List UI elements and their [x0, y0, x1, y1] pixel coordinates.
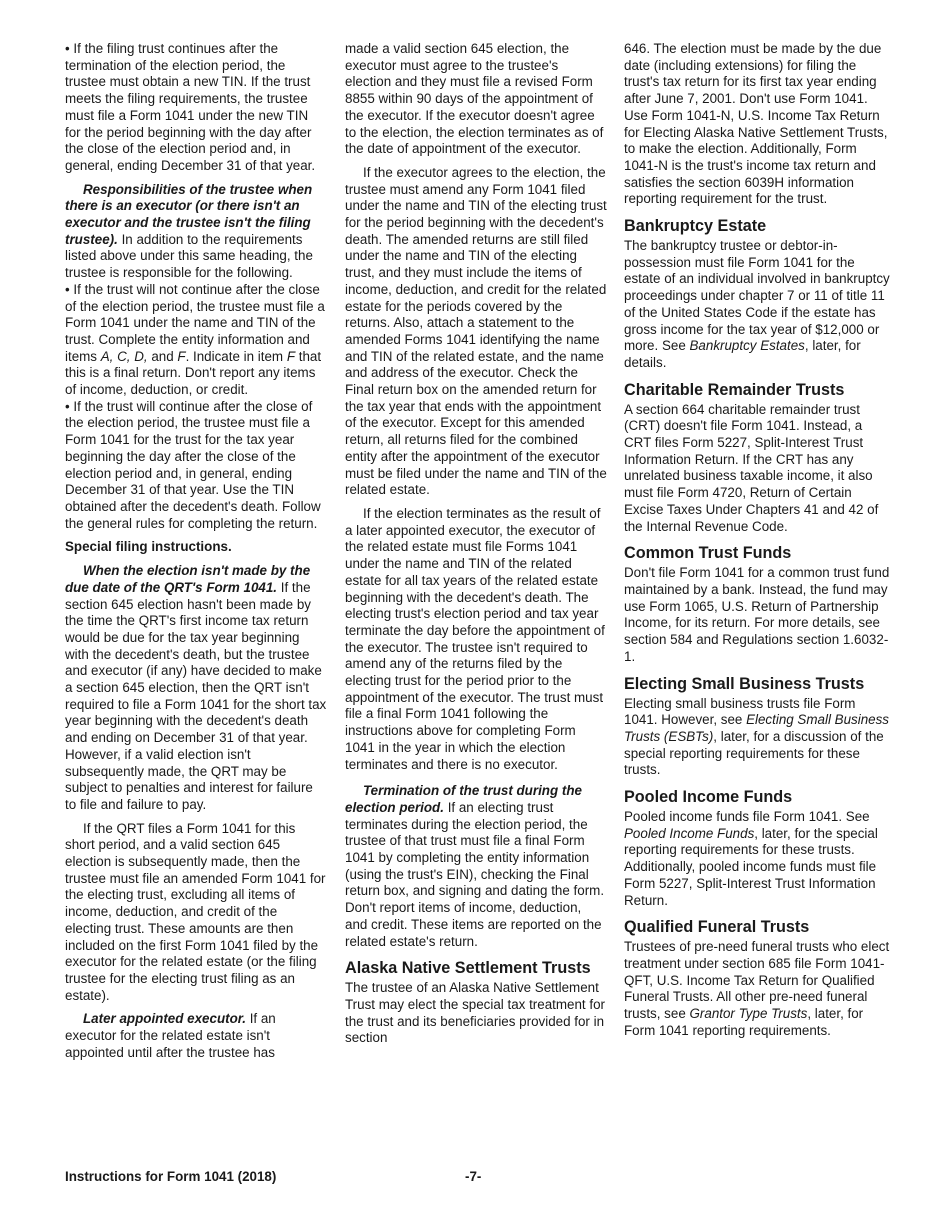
- column-2: [345, 41, 607, 1047]
- run-in-heading: Termination of the trust during the election period.: [345, 783, 582, 815]
- paragraph-later-executor: [65, 1011, 327, 1061]
- paragraph-qrt-short-period: If the QRT files a Form 1041 for this short period, and a valid section 645 election is subsequently made, then the trustee must file an amended Form 1041 for the electing trust, excluding all items of income, deduction, and credit of the electing trust. These amounts are then included on the first Form 1041 filed by the executor for the related estate (or the filing trustee for the electing trust filing as an estate).: [65, 820, 326, 1003]
- bullet-trust-continues: • If the filing trust continues after the termination of the election period, the trustee must obtain a new TIN. If the trust meets the filing requirements, the trustee must file a Form 1041 under the new TIN for the period beginning with the day after the close of the election period and, in general, ending December 31 of that year.: [65, 41, 316, 173]
- paragraph-text: In addition to the requirements listed above under this same heading, the trustee is responsible for the following.: [65, 231, 313, 281]
- text: , later, for the special reporting requirements for these trusts. Additionally, pooled income funds must file Form 5227, Split-Interest Trust Information Return.: [624, 825, 878, 908]
- paragraph-text: If an executor for the related estate isn't appointed until after the trustee has: [65, 1011, 276, 1060]
- cross-reference: Grantor Type Trusts: [689, 1006, 808, 1022]
- paragraph-common: Don't file Form 1041 for a common trust fund maintained by a bank. Instead, the fund may use Form 1065, U.S. Return of Partnership Income, for its return. For more details, see section 584 and Regulations section 1.6032-1.: [624, 565, 890, 664]
- text: and: [147, 348, 178, 364]
- paragraph-election-not-made: [65, 563, 327, 814]
- paragraph-alaska: The trustee of an Alaska Native Settlement Trust may elect the special tax treatment for the trust and its beneficiaries provided for in section: [345, 980, 605, 1046]
- column-1: [65, 41, 327, 1061]
- text: Trustees of pre-need funeral trusts who elect treatment under section 685 file Form 1041-QFT, U.S. Income Tax Return for Qualified Funeral Trusts. All other pre-need funeral trusts, see: [624, 939, 890, 1022]
- footer-title: Instructions for Form 1041 (2018): [65, 1169, 277, 1184]
- cross-reference: Pooled Income Funds: [624, 825, 755, 841]
- special-filing-heading: Special filing instructions.: [65, 539, 232, 555]
- run-in-heading: Later appointed executor.: [83, 1011, 246, 1027]
- paragraph-continued: 646. The election must be made by the due date (including extensions) for filing the trust's tax return for its first tax year ending after June 7, 2001. Don't use Form 1041. Use Form 1041-N, U.S. Income Tax Return for Electing Alaska Native Settlement Trusts, to make the election. Additionally, Form 1041-N is the trust's income tax return and satisfies the section 6039H information reporting requirement for the trust.: [624, 41, 888, 207]
- text: The bankruptcy trustee or debtor-in-possession must file Form 1041 for the estate of an individual involved in bankruptcy proceedings under chapter 7 or 11 of title 11 of the United States Code if the estate has gross income for the tax year of $12,000 or more. See: [624, 238, 890, 354]
- text: • If the trust will not continue after the close of the election period, the trustee must file a Form 1041 under the name and TIN of the trust. Complete the entity information and items: [65, 281, 325, 364]
- text: , later, for Form 1041 reporting requirements.: [624, 1006, 864, 1038]
- heading-charitable-remainder: Charitable Remainder Trusts: [624, 380, 845, 399]
- heading-bankruptcy-estate: Bankruptcy Estate: [624, 217, 767, 236]
- heading-pooled-income: Pooled Income Funds: [624, 788, 793, 807]
- page-number: -7-: [465, 1169, 482, 1184]
- heading-qualified-funeral: Qualified Funeral Trusts: [624, 918, 810, 937]
- cross-reference: Bankruptcy Estates: [689, 338, 805, 354]
- text: Pooled income funds file Form 1041. See: [624, 809, 870, 825]
- text: F: [177, 348, 186, 364]
- bullet-trust-not-continue: [65, 282, 327, 399]
- paragraph-continued: made a valid section 645 election, the executor must agree to the trustee's election and they must file a revised Form 8855 within 90 days of the appointment of the executor. If the executor doesn't agree to the election, the election terminates as of the date of appointment of the executor.: [345, 41, 604, 157]
- heading-esbt: Electing Small Business Trusts: [624, 674, 865, 693]
- heading-common-trust-funds: Common Trust Funds: [624, 544, 792, 563]
- heading-alaska-native: Alaska Native Settlement Trusts: [345, 959, 591, 978]
- text: . Indicate in item: [185, 348, 287, 364]
- text: F: [286, 348, 295, 364]
- text: , later, for a discussion of the special reporting requirements for these trusts.: [624, 728, 884, 778]
- paragraph-funeral: [624, 939, 890, 1039]
- paragraph-text: If an electing trust terminates during the election period, the trustee of that trust must file a final Form 1041 by completing the entity information (using the trust's EIN), checking the Final return box, and signing and dating the form. Don't report items of income, deduction, and credit. These items are reported on the related estate's return.: [345, 799, 605, 949]
- text: A, C, D,: [100, 348, 148, 364]
- bullet-trust-will-continue: • If the trust will continue after the close of the election period, the trustee must file a Form 1041 for the trust for the tax year beginning the day after the close of the election period and, in general, ending December 31 of that year. Use the TIN obtained after the decedent's death. Follow the general rules for completing the return.: [65, 398, 321, 531]
- paragraph-executor-agrees: If the executor agrees to the election, the trustee must amend any Form 1041 filed under the name and TIN of the electing trust for the period beginning with the decedent's death. The amended returns are still filed under the name and TIN of the electing trust, and they must include the items of income, deduction, and credit for the related estate for the periods covered by the returns. Also, attach a statement to the amended Forms 1041 identifying the name and TIN of the related estate, and the name and address of the executor. Check the Final return box on the amended return for the tax year that ends with the appointment of the executor. Except for this amended return, all returns filed for the combined entity after the appointment of the executor must be filed under the name and TIN of the related estate.: [345, 164, 607, 498]
- paragraph-termination: [345, 783, 607, 950]
- text: , later, for details.: [624, 338, 861, 370]
- paragraph-esbt: [624, 696, 890, 780]
- paragraph-crt: A section 664 charitable remainder trust (CRT) doesn't file Form 1041. Instead, a CRT files Form 5227, Split-Interest Trust Information Return. If the CRT has any unrelated business taxable income, it also must file Form 4720, Return of Certain Excise Taxes Under Chapters 41 and 42 of the Internal Revenue Code.: [624, 401, 879, 534]
- text: that this is a final return. Don't report any items of income, deduction, or credit.: [65, 348, 322, 398]
- cross-reference: Electing Small Business Trusts (ESBTs): [624, 712, 889, 744]
- text: Electing small business trusts file Form 1041. However, see: [624, 695, 856, 728]
- column-3: [624, 41, 890, 1039]
- paragraph-election-terminates: If the election terminates as the result of a later appointed executor, the executor of the related estate must file Forms 1041 under the name and TIN of the related estate for all tax years of the related estate beginning with the decedent's death. The electing trust's election period and tax year terminate the day before the appointment of the executor. The trustee isn't required to amend any of the returns filed by the electing trust for the period prior to the appointment of the executor. The trust must file a final Form 1041 following the instructions above for completing Form 1041 in the year in which the election terminates and there is no executor.: [345, 505, 605, 772]
- run-in-heading: Responsibilities of the trustee when there is an executor (or there isn't an executor and the trustee isn't the filing trustee).: [65, 181, 313, 247]
- run-in-heading: When the election isn't made by the due date of the QRT's Form 1041.: [65, 563, 311, 595]
- paragraph-bankruptcy: [624, 238, 890, 372]
- paragraph-trustee-responsibilities: [65, 182, 327, 282]
- paragraph-text: If the section 645 election hasn't been made by the time the QRT's first income tax return would be due for the tax year beginning with the decedent's death, but the trustee and executor (if any) have decided to make a section 645 election, then the QRT isn't required to file a Form 1041 for the short tax year beginning with the decedent's death and ending on December 31 of that year. However, if a valid election isn't subsequently made, the QRT may be subject to penalties and interest for failure to file and failure to pay.: [65, 579, 327, 812]
- paragraph-pooled: [624, 809, 890, 909]
